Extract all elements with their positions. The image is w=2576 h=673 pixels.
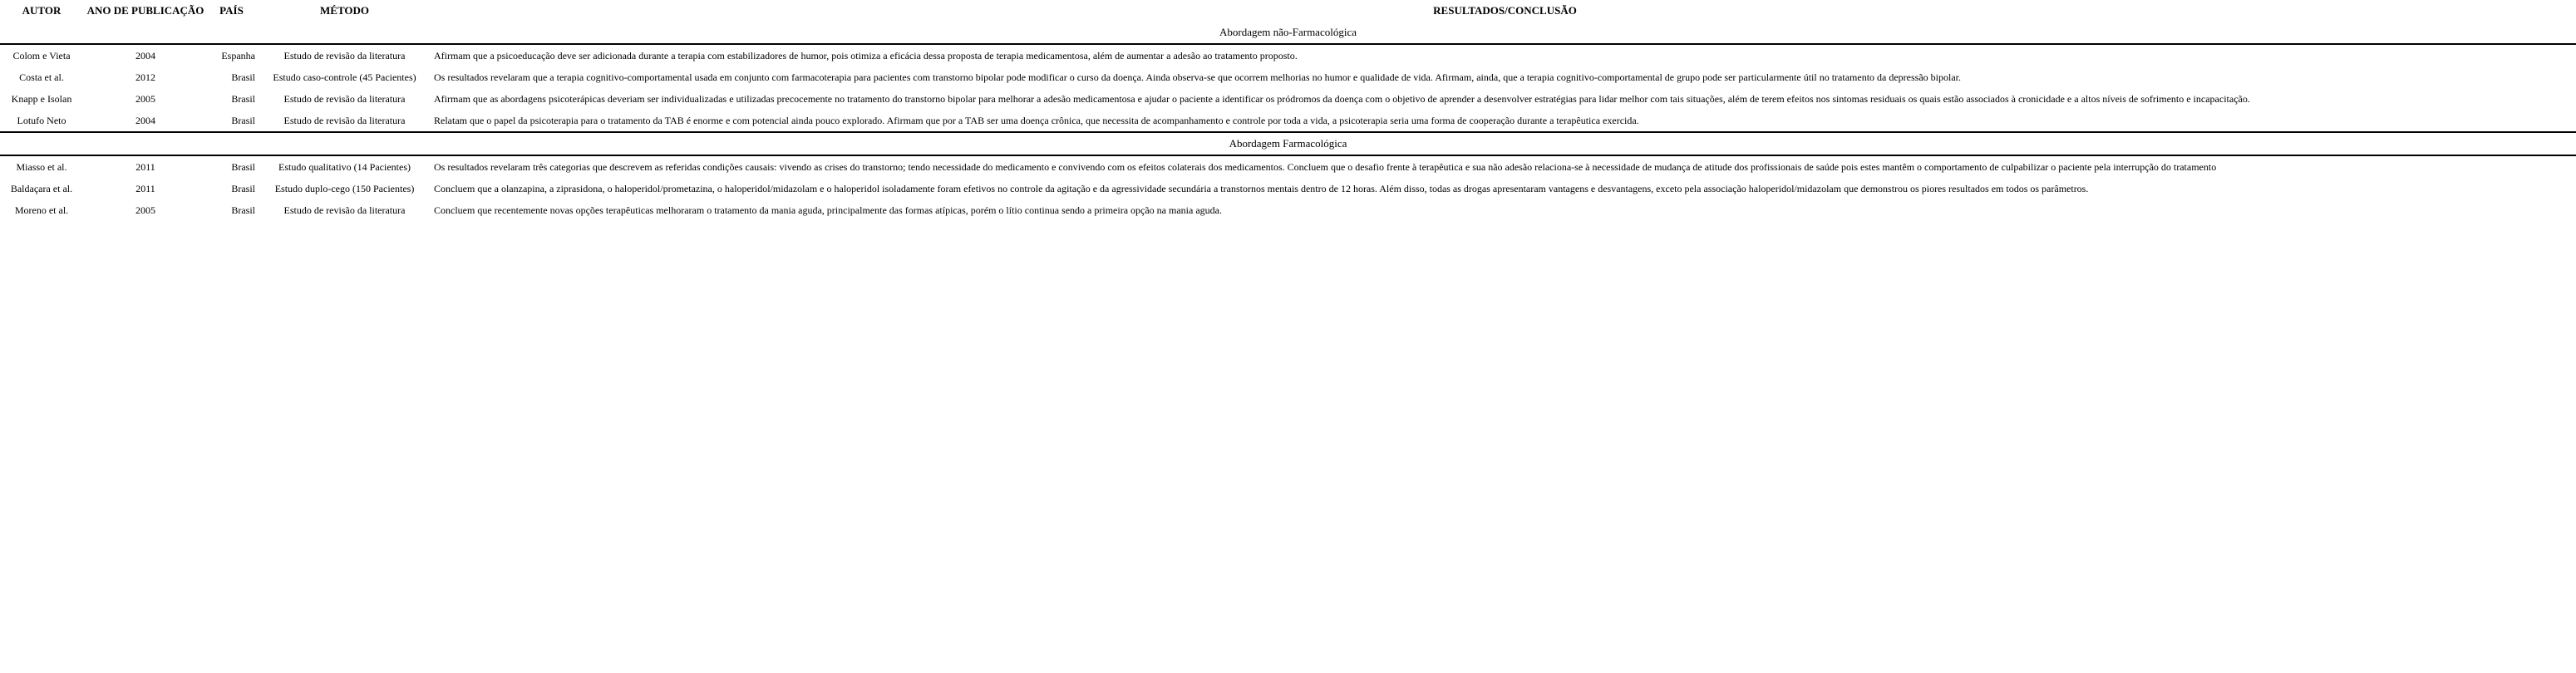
cell-result: Afirmam que a psicoeducação deve ser adicionada durante a terapia com estabilizadores de humor, pois otimiza a eficácia dessa proposta de terapia medicamentosa, além de aumentar a adesão ao tratamento proposto. [434,50,1298,61]
cell-country: Brasil [231,183,255,194]
table-row [0,66,2576,88]
cell-author: Knapp e Isolan [11,93,72,105]
cell-country: Brasil [208,110,255,132]
cell-result: Relatam que o papel da psicoterapia para o tratamento da TAB é enorme e com potencial ainda pouco explorado. Afirmam que por a TAB ser uma doença crônica, que necessita de acompanhamento e controle por toda a vida, a psicoterapia seria uma forma de cooperação durante a terapêutica exercida. [434,110,2576,132]
section-row-non-pharmacological [0,22,2576,44]
cell-method: Estudo qualitativo (14 Pacientes) [278,161,411,173]
cell-author: Colom e Vieta [12,50,71,61]
cell-author: Costa et al. [19,71,64,83]
cell-method: Estudo duplo-cego (150 Pacientes) [274,183,415,194]
table-row [0,199,2576,221]
section-title: Abordagem não-Farmacológica [0,22,2576,44]
cell-year: 2005 [135,93,155,105]
cell-year: 2005 [135,204,155,216]
cell-country: Brasil [231,204,255,216]
cell-country: Brasil [231,161,255,173]
header-author: AUTOR [22,4,62,17]
cell-author: Moreno et al. [14,204,69,216]
cell-year: 2011 [135,161,155,173]
header-row [0,0,2576,22]
cell-country: Espanha [221,50,255,61]
table-row [0,88,2576,110]
header-country: PAÍS [219,4,244,17]
cell-author: Baldaçara et al. [10,183,73,194]
cell-year: 2012 [135,71,155,83]
cell-result: Concluem que recentemente novas opções terapêuticas melhoraram o tratamento da mania aguda, principalmente das formas atípicas, porém o lítio continua sendo a primeira opção na mania aguda. [434,204,1222,216]
table-row [0,178,2576,199]
table-row [0,155,2576,178]
table-row [0,44,2576,66]
cell-result: Os resultados revelaram que a terapia cognitivo-comportamental usada em conjunto com farmacoterapia para pacientes com transtorno bipolar pode modificar o curso da doença. Ainda observa-se que ocorrem melhorias no humor e qualidade de vida. Afirmam, ainda, que a terapia cognitivo-comportamental de grupo pode ser particularmente útil no tratamento da depressão bipolar. [434,71,1962,83]
cell-method: Estudo de revisão da literatura [283,93,406,105]
cell-method: Estudo caso-controle (45 Pacientes) [273,71,416,83]
cell-method: Estudo de revisão da literatura [255,110,434,132]
cell-result: Concluem que a olanzapina, a ziprasidona, o haloperidol/prometazina, o haloperidol/midazolam e o haloperidol isoladamente foram efetivos no controle da agitação e da agressividade secundária a transtornos mentais dentro de 12 horas. Além disso, todas as drogas apresentaram vantagens e desvantagens, exceto pela associação haloperidol/midazolam que demonstrou os piores resultados em todos os parâmetros. [434,183,2089,194]
cell-result: Afirmam que as abordagens psicoterápicas deveriam ser individualizadas e utilizadas precocemente no tratamento do transtorno bipolar para melhorar a adesão medicamentosa e ajudar o paciente a identificar os pródromos da doença com o objetivo de aprender a desenvolver estratégias para lidar melhor com tais situações, além de terem efeitos nos sintomas residuais os quais estão associados à cronicidade e a altos níveis de sofrimento e incapacitação. [434,93,2250,105]
literature-review-table [0,0,2576,221]
section-title: Abordagem Farmacológica [0,132,2576,155]
cell-method: Estudo de revisão da literatura [283,204,406,216]
cell-year: 2004 [135,50,155,61]
cell-author: Lotufo Neto [0,110,83,132]
header-year: ANO DE PUBLICAÇÃO [86,4,204,17]
cell-year: 2004 [83,110,208,132]
cell-method: Estudo de revisão da literatura [283,50,406,61]
header-results: RESULTADOS/CONCLUSÃO [1433,4,1577,17]
cell-author: Miasso et al. [16,161,67,173]
cell-year: 2011 [135,183,155,194]
cell-country: Brasil [231,71,255,83]
header-method: MÉTODO [320,4,369,17]
cell-result: Os resultados revelaram três categorias que descrevem as referidas condições causais: vivendo as crises do transtorno; tendo necessidade do medicamento e convivendo com os efeitos colaterais dos medicamentos. Concluem que o desafio frente à terapêutica e sua não adesão relaciona-se à necessidade de mudança de atitude dos profissionais de saúde pois estes mantêm o comportamento de culpabilizar o paciente pela interrupção do tratamento [434,161,2217,173]
cell-country: Brasil [231,93,255,105]
section-row-pharmacological [0,132,2576,155]
table-row [0,110,2576,132]
